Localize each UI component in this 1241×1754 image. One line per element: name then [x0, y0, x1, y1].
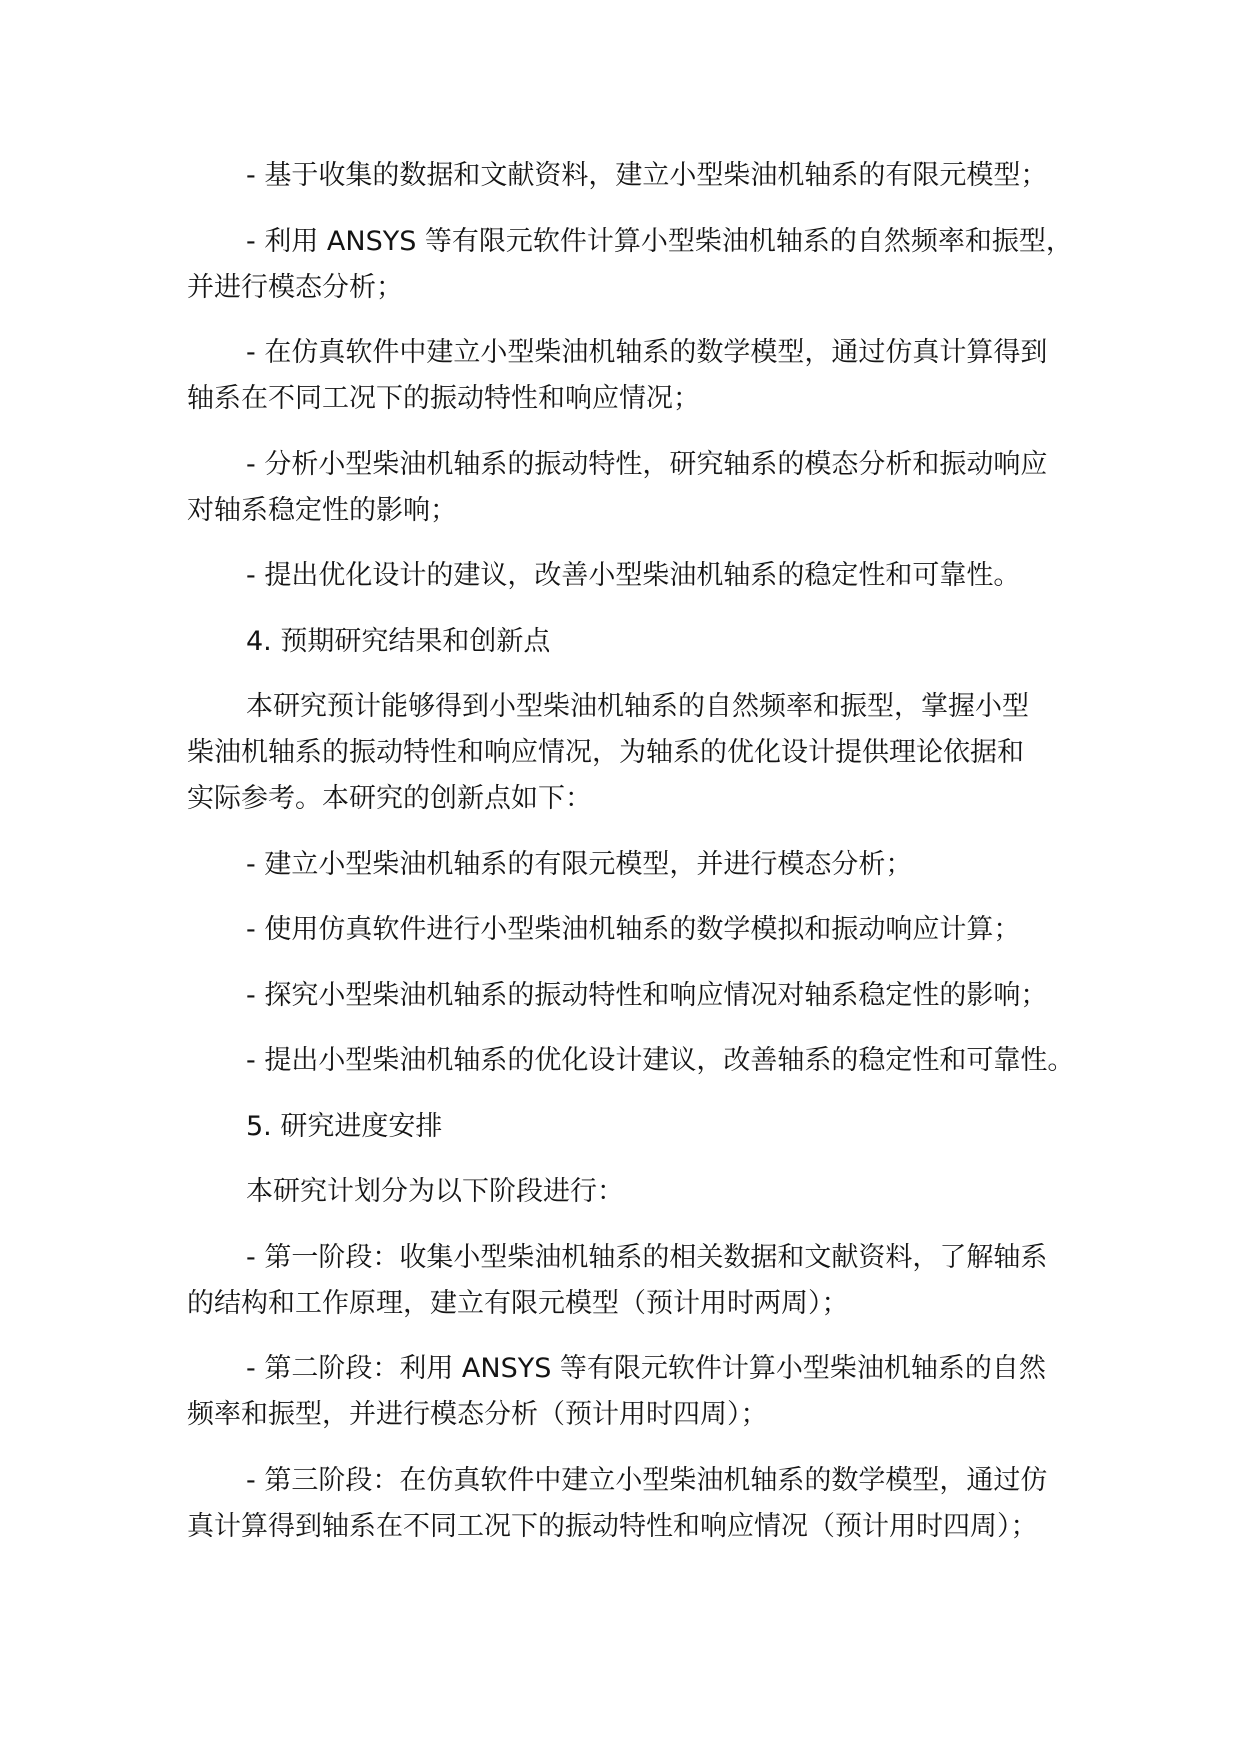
bullet-item [187, 330, 1091, 422]
text-line: - 分析小型柴油机轴系的振动特性，研究轴系的模态分析和振动响应 [246, 448, 1048, 480]
bullet-item [187, 153, 1091, 199]
text-line: - 第二阶段：利用 ANSYS 等有限元软件计算小型柴油机轴系的自然 [246, 1353, 1046, 1384]
text-line: - 提出小型柴油机轴系的优化设计建议，改善轴系的稳定性和可靠性。 [246, 1045, 1075, 1076]
bullet-item [187, 1458, 1091, 1550]
bullet-item [187, 553, 1091, 599]
text-line: 柴油机轴系的振动特性和响应情况，为轴系的优化设计提供理论依据和 [187, 737, 1024, 768]
text-line: 轴系在不同工况下的振动特性和响应情况； [187, 383, 700, 414]
text-line: - 使用仿真软件进行小型柴油机轴系的数学模拟和振动响应计算； [246, 914, 1021, 945]
bullet-item [187, 219, 1091, 311]
bullet-item [187, 907, 1091, 953]
text-line: - 探究小型柴油机轴系的振动特性和响应情况对轴系稳定性的影响； [246, 979, 1048, 1011]
text-line: - 第一阶段：收集小型柴油机轴系的相关数据和文献资料，了解轴系 [246, 1241, 1048, 1273]
text-line: - 基于收集的数据和文献资料，建立小型柴油机轴系的有限元模型； [246, 160, 1048, 191]
text-line: 实际参考。本研究的创新点如下： [187, 783, 592, 814]
heading-text: 4. 预期研究结果和创新点 [246, 625, 551, 657]
text-line: 并进行模态分析； [187, 271, 403, 303]
body-paragraph [187, 684, 1091, 822]
bullet-item [187, 973, 1091, 1019]
heading-text: 5. 研究进度安排 [246, 1110, 443, 1142]
bullet-item [187, 1346, 1091, 1438]
text-line: - 在仿真软件中建立小型柴油机轴系的数学模型，通过仿真计算得到 [246, 337, 1048, 368]
bullet-item [187, 1038, 1091, 1084]
section-heading [187, 619, 1091, 665]
text-line: 频率和振型，并进行模态分析（预计用时四周）； [187, 1399, 768, 1430]
text-line: 本研究预计能够得到小型柴油机轴系的自然频率和振型，掌握小型 [246, 691, 1029, 722]
text-line: 对轴系稳定性的影响； [187, 494, 457, 526]
bullet-item [187, 442, 1091, 534]
text-line: 真计算得到轴系在不同工况下的振动特性和响应情况（预计用时四周）； [187, 1510, 1038, 1542]
text-line: 本研究计划分为以下阶段进行： [246, 1176, 624, 1207]
text-line: - 建立小型柴油机轴系的有限元模型，并进行模态分析； [246, 848, 913, 880]
text-line: - 第三阶段：在仿真软件中建立小型柴油机轴系的数学模型，通过仿 [246, 1464, 1048, 1496]
bullet-item [187, 842, 1091, 888]
text-line: 的结构和工作原理，建立有限元模型（预计用时两周）； [187, 1287, 849, 1319]
body-paragraph [187, 1169, 1091, 1215]
section-heading [187, 1104, 1091, 1150]
bullet-item [187, 1235, 1091, 1327]
text-line: - 利用 ANSYS 等有限元软件计算小型柴油机轴系的自然频率和振型， [246, 225, 1073, 257]
text-line: - 提出优化设计的建议，改善小型柴油机轴系的稳定性和可靠性。 [246, 560, 1021, 591]
